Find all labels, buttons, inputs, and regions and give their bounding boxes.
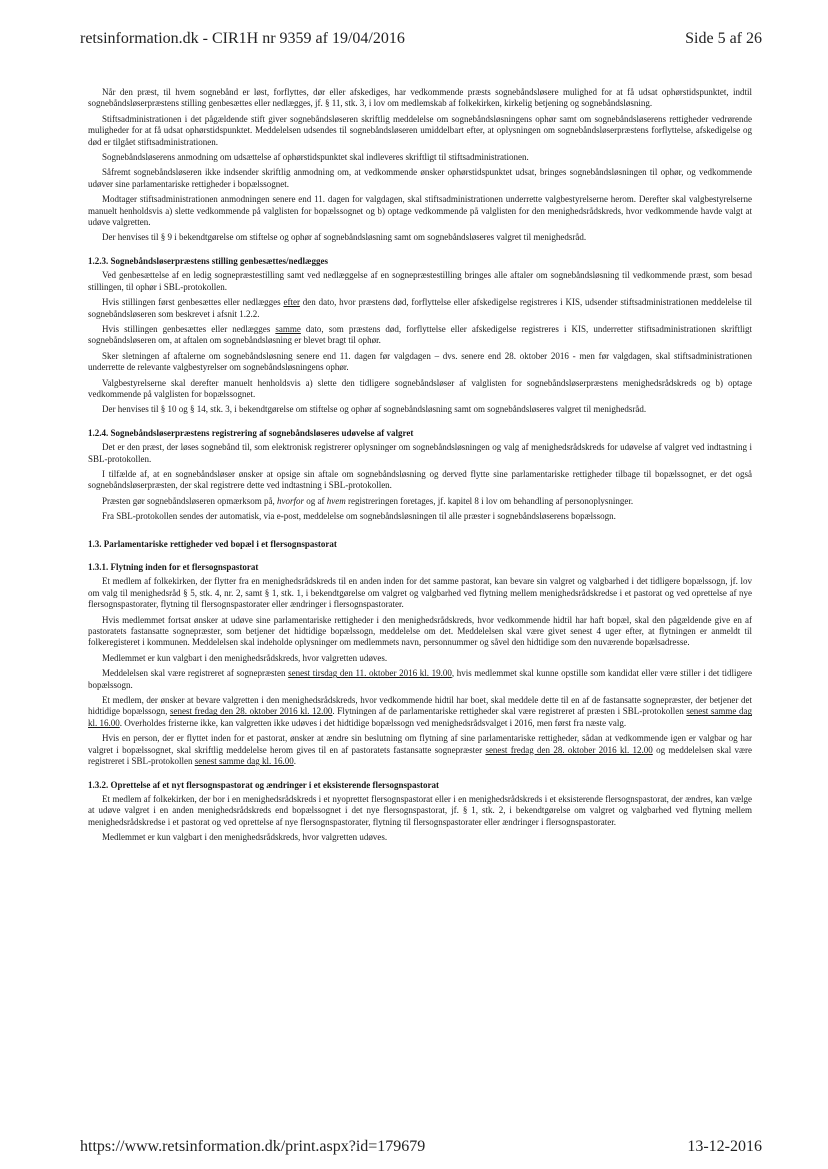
section-heading-1-3-2: 1.3.2. Oprettelse af et nyt flersognspastorat og ændringer i et eksisterende flersognspastorat xyxy=(88,779,439,790)
page-header xyxy=(80,30,762,52)
paragraph: Fra SBL-protokollen sendes der automatisk, via e-post, meddelelse om sognebåndsløsningen til alle præster i sognebåndsløserens bopælssogn. xyxy=(102,511,616,522)
paragraph: Præsten gør sognebåndsløseren opmærksom på, hvorfor og af hvem registreringen foretages, jf. kapitel 8 i lov om behandling af personoplysninger. xyxy=(102,495,634,506)
page-number: Side 5 af 26 xyxy=(685,30,762,47)
paragraph: Modtager stiftsadministrationen anmodningen senere end 11. dagen for valgdagen, skal stiftsadministrationen underrette valgbestyrelserne herom. Derefter skal valgbestyrelserne manuelt henholdsvis a) slette vedkommende på valglisten for bopælssognet og b) optage vedkommende på valglisten for den menighedsrådskreds, hvor vedkommende havde valgt at udøve valgretten. xyxy=(88,194,752,228)
section-heading-1-3-1: 1.3.1. Flytning inden for et flersognspastorat xyxy=(88,562,259,572)
source-url[interactable]: https://www.retsinformation.dk/print.aspx?id=179679 xyxy=(80,1138,426,1155)
print-date: 13-12-2016 xyxy=(687,1138,762,1155)
document-body xyxy=(88,87,752,848)
paragraph: Ved genbesættelse af en ledig sognepræstestilling samt ved nedlæggelse af en sognepræstestilling bringes alle aftaler om sognebåndsløsning til vedkommende præst, som besad stillingen, til ophør i SBL-protokollen. xyxy=(88,270,752,292)
paragraph: I tilfælde af, at en sognebåndsløser ønsker at opsige sin aftale om sognebåndsløsning og derved flytte sine parlamentariske rettigheder tilbage til bopælssognet, er det også sognebåndsløserpræsten, der skal registrere dette ved indtastning i SBL-protokollen. xyxy=(88,468,752,491)
paragraph: Hvis en person, der er flyttet inden for et pastorat, ønsker at ændre sin beslutning om flytning af sine parlamentariske rettigheder, sådan at vedkommende igen er valgbar og har valgret i bopælssognet, skal skriftlig meddelelse herom gives til en af pastoratets fastansatte sognepræster senest fredag den 28. oktober 2016 kl. 12.00 og meddelelsen skal være registreret i SBL-protokollen senest samme dag kl. 16.00. xyxy=(88,733,752,767)
paragraph: Sognebåndsløserens anmodning om udsættelse af ophørstidspunktet skal indleveres skriftligt til stiftsadministrationen. xyxy=(102,152,529,163)
paragraph: Det er den præst, der løses sognebånd til, som elektronisk registrerer oplysninger om sognebåndsløsningen og valg af menighedsrådskreds for udøvelse af valgret ved indtastning i SBL-protokollen. xyxy=(88,442,752,464)
paragraph: Medlemmet er kun valgbart i den menighedsrådskreds, hvor valgretten udøves. xyxy=(102,652,388,663)
section-heading-1-2-3: 1.2.3. Sognebåndsløserpræstens stilling genbesættes/nedlægges xyxy=(88,255,329,266)
paragraph: Meddelelsen skal være registreret af sognepræsten senest tirsdag den 11. oktober 2016 kl. 19.00, hvis medlemmet skal kunne opstille som kandidat eller være stiller i det tidligere bopælssogn. xyxy=(88,668,752,690)
paragraph: Et medlem af folkekirken, der bor i en menighedsrådskreds i et nyoprettet flersognspastorat eller i en menighedsrådskreds i et eksisterende flersognspastorat, der ændres, kan vælge at udøve valgret i en anden menighedsrådskreds end bopælssognet i det nye flersognspastorat, jf. § 1, stk. 2, i bekendtgørelse om valgret og valgbarhed ved flytning mellem menighedsrådskredse i et pastorat og ved oprettelse af nye flersognspastorater, flytning til flersognspastorater eller ændringer i flersognspastorater. xyxy=(88,793,752,827)
paragraph: Medlemmet er kun valgbart i den menighedsrådskreds, hvor valgretten udøves. xyxy=(102,832,388,843)
document-title: retsinformation.dk - CIR1H nr 9359 af 19/04/2016 xyxy=(80,30,405,47)
paragraph: Et medlem, der ønsker at bevare valgretten i den menighedsrådskreds, hvor vedkommende hidtil har boet, skal meddele dette til en af de fastansatte sognepræster, der betjener det hidtidige bopælssogn, senest fredag den 28. oktober 2016 kl. 12.00. Flytningen af de parlamentariske rettigheder skal være registreret af præsten i SBL-protokollen senest samme dag kl. 16.00. Overholdes fristerne ikke, kan valgretten ikke udøves i det hidtidige bopælssogn ved menighedsrådsvalget i 2016, men først fra næste valg. xyxy=(88,695,752,728)
paragraph: Stiftsadministrationen i det pågældende stift giver sognebåndsløseren skriftlig meddelelse om sognebåndsløsningens ophør samt om sognebåndsløserens rettigheder vedrørende muligheder for at få udsat ophørstidspunktet. Meddelelsen udsendes til sognebåndsløseren umiddelbart efter, at oplysningen om sognebåndsløserpræstens forflyttelse, afskedigelse og død er tilgået stiftsadministrationen. xyxy=(88,113,752,147)
paragraph: Hvis medlemmet fortsat ønsker at udøve sine parlamentariske rettigheder i den menighedsrådskreds, hvor vedkommende hidtil har haft bopæl, skal den pågældende give en af pastoratets fastansatte sognepræster, som betjener det hidtidige bopælssogn, meddelelse om det. Meddelelsen skal være givet senest 4 uger efter, at flytningen er anmeldt til folkeregisteret i kommunen. Meddelelsen skal indeholde oplysninger om medlemmets navn, personnummer og såvel den hidtidige som den nuværende bopælsadresse. xyxy=(88,614,752,648)
section-heading-1-2-4: 1.2.4. Sognebåndsløserpræstens registrering af sognebåndsløseres udøvelse af valgret xyxy=(88,427,414,438)
paragraph: Der henvises til § 10 og § 14, stk. 3, i bekendtgørelse om stiftelse og ophør af sognebåndsløsning samt om sognebåndsløseres valgret til menighedsråd. xyxy=(102,404,647,415)
page-footer xyxy=(80,1138,762,1158)
paragraph: Hvis stillingen genbesættes eller nedlægges samme dato, som præstens død, forflyttelse eller afskedigelse registreres i KIS, underretter stiftsadministrationen skriftligt sognebåndsløseren om, at aftalen om sognebåndsløsning er blevet bragt til ophør. xyxy=(88,323,752,346)
paragraph: Sker sletningen af aftalerne om sognebåndsløsning senere end 11. dagen før valgdagen – dvs. senere end 28. oktober 2016 - men før valgdagen, skal stiftsadministrationen underrette de relevante valgbestyrelser om sognebåndsløsningens ophør. xyxy=(88,350,752,373)
paragraph: Såfremt sognebåndsløseren ikke indsender skriftlig anmodning om, at vedkommende ønsker ophørstidspunktet udsat, bringes sognebåndsløsningen til ophør, og vedkommende udøver sine parlamentariske rettigheder i bopælssognet. xyxy=(88,167,752,189)
paragraph: Valgbestyrelserne skal derefter manuelt henholdsvis a) slette den tidligere sognebåndsløser af valglisten for sognebåndsløserpræstens menighedsrådskreds og b) optage vedkommende på valglisten for bopælssognet. xyxy=(88,377,752,399)
section-heading-1-3: 1.3. Parlamentariske rettigheder ved bopæl i et flersognspastorat xyxy=(88,538,337,549)
paragraph: Hvis stillingen først genbesættes eller nedlægges efter den dato, hvor præstens død, forflyttelse eller afskedigelse registreres i KIS, udsender stiftsadministrationen meddelelse til sognebåndsløseren som beskrevet i afsnit 1.2.2. xyxy=(88,297,752,319)
paragraph: Et medlem af folkekirken, der flytter fra en menighedsrådskreds til en anden inden for det samme pastorat, kan bevare sin valgret og valgbarhed i det tidligere bopælssogn, jf. lov om valg til menighedsråd § 5, stk. 4, nr. 2, samt § 1, stk. 1, i bekendtgørelse om valgret og valgbarhed ved flytning mellem menighedsrådskredse i et pastorat og ved oprettelse af nye flersognspastorater, flytning til flersognspastorater eller ændringer i flersognspastorater. xyxy=(88,576,752,610)
paragraph: Der henvises til § 9 i bekendtgørelse om stiftelse og ophør af sognebåndsløsning samt om sognebåndsløseres valgret til menighedsråd. xyxy=(102,232,587,243)
paragraph: Når den præst, til hvem sognebånd er løst, forflyttes, dør eller afskediges, har vedkommende præsts sognebåndsløsere mulighed for at få udsat ophørstidspunktet, indtil sognebåndsløserpræstens stilling genbesættes eller nedlægges, jf. § 11, stk. 3, i lov om medlemskab af folkekirken, kirkelig betjening og sognebåndsløsning. xyxy=(88,87,752,109)
